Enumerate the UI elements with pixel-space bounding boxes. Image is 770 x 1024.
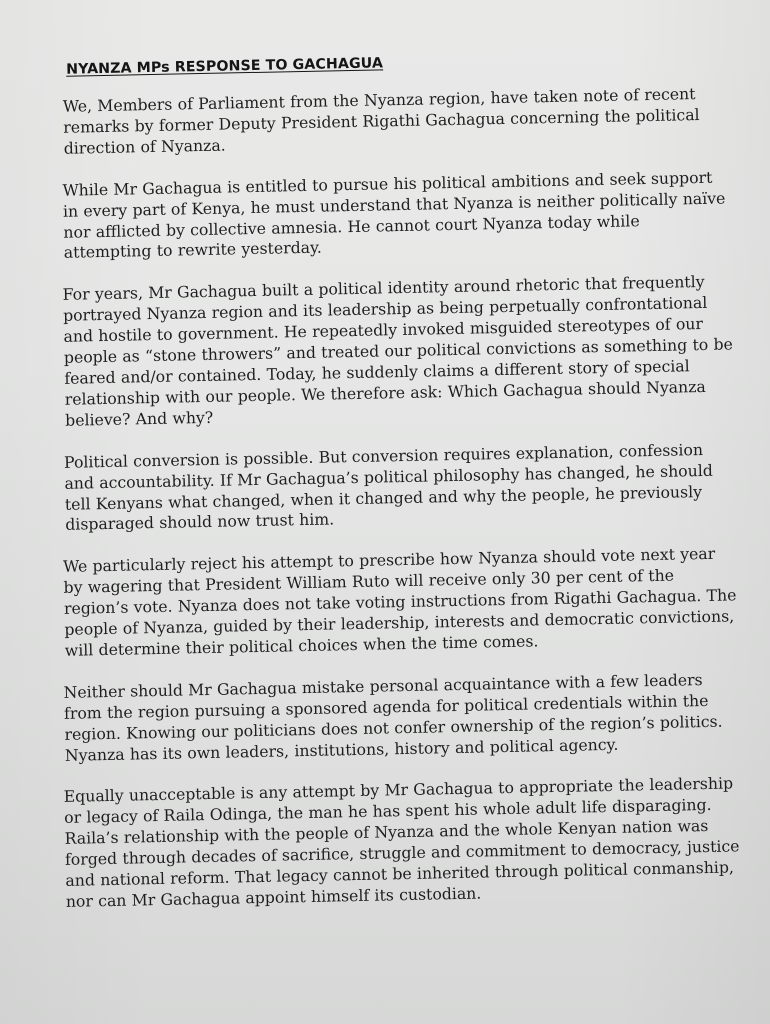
document-title: NYANZA MPs RESPONSE TO GACHAGUA	[65, 55, 384, 78]
paragraph-6: Neither should Mr Gachagua mistake personal acquaintance with a few leaders from the region pursuing a sponsored agenda for political credentials within the region. Knowing our politicians does not confer ownership of the region’s politics. Nyanza has its own leaders, institutions, history and political agency.	[63, 669, 723, 765]
paragraph-4: Political conversion is possible. But conversion requires explanation, confession and accountability. If Mr Gachagua’s political philosophy has changed, he should tell Kenyans what changed, when it changed and why the people, he previously disparaged should now trust him.	[63, 439, 713, 535]
paragraph-3: For years, Mr Gachagua built a political identity around rhetoric that frequently portrayed Nyanza region and its leadership as being perpetually confrontational and hostile to government. He repeatedly invoked misguided stereotypes of our people as “stone throwers” and treated our political convictions as something to be feared and/or contained. Today, he suddenly claims a different story of special relationship with our people. We therefore ask: Which Gachagua should Nyanza believe? And why?	[62, 272, 734, 430]
paragraph-7: Equally unacceptable is any attempt by Mr Gachagua to appropriate the leadership or legacy of Raila Odinga, the man he has spent his whole adult life disparaging. Raila’s relationship with the people of Nyanza and the whole Kenyan nation was forged through decades of sacrifice, struggle and commitment to democracy, justice and national reform. That legacy cannot be inherited through political conmanship, nor can Mr Gachagua appoint himself its custodian.	[63, 773, 740, 911]
paragraph-2: While Mr Gachagua is entitled to pursue his political ambitions and seek support in every part of Kenya, he must understand that Nyanza is neither politically naïve nor afflicted by collective amnesia. He cannot court Nyanza today while attempting to rewrite yesterday.	[62, 167, 726, 263]
paragraph-1: We, Members of Parliament from the Nyanza region, have taken note of recent remarks by former Deputy President Rigathi Gachagua concerning the political direction of Nyanza.	[62, 84, 700, 158]
document-body	[52, 48, 745, 933]
paragraph-5: We particularly reject his attempt to prescribe how Nyanza should vote next year by wagering that President William Ruto will receive only 30 per cent of the region’s vote. Nyanza does not take voting instructions from Rigathi Gachagua. The people of Nyanza, guided by their leadership, interests and democratic convictions, will determine their political choices when the time comes.	[62, 544, 737, 660]
